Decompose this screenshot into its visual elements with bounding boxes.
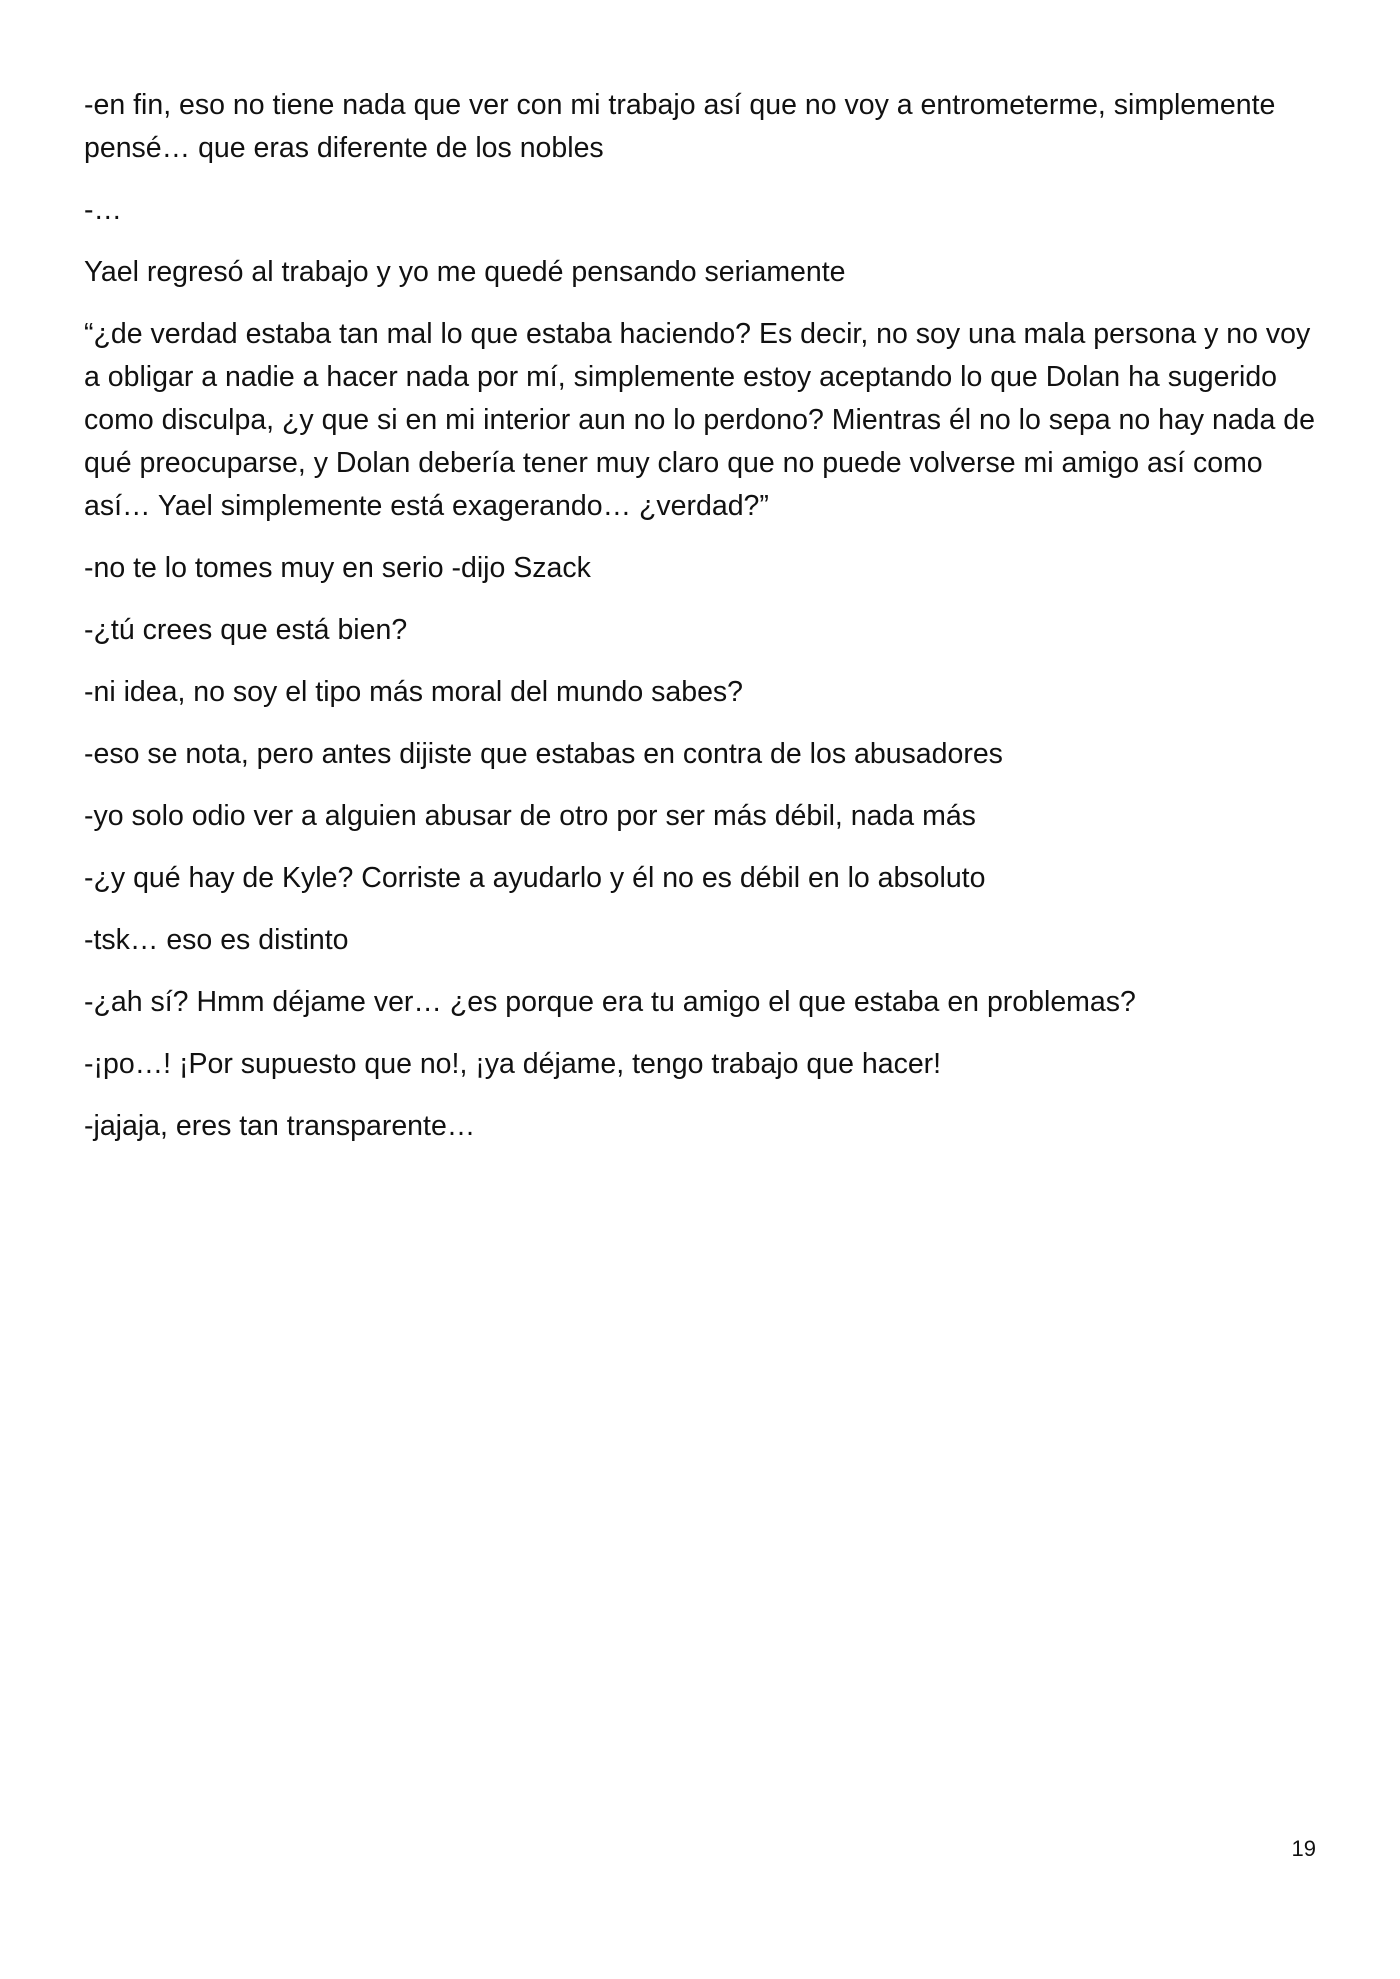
paragraph-3: Yael regresó al trabajo y yo me quedé pensando seriamente xyxy=(84,256,846,288)
paragraph-5: -no te lo tomes muy en serio -dijo Szack xyxy=(84,552,591,584)
paragraph-10: -¿y qué hay de Kyle? Corriste a ayudarlo y él no es débil en lo absoluto xyxy=(84,862,986,894)
paragraph-1: -en fin, eso no tiene nada que ver con mi trabajo así que no voy a entrometerme, simplemente pensé… que eras diferente de los nobles xyxy=(84,89,1284,164)
paragraph-7: -ni idea, no soy el tipo más moral del mundo sabes? xyxy=(84,676,744,708)
paragraph-2: -… xyxy=(84,194,122,226)
page-body xyxy=(84,84,1324,1167)
paragraph-11: -tsk… eso es distinto xyxy=(84,924,349,956)
paragraph-4: “¿de verdad estaba tan mal lo que estaba haciendo? Es decir, no soy una mala persona y no voy a obligar a nadie a hacer nada por mí, simplemente estoy aceptando lo que Dolan ha sugerido como disculpa, ¿y que si en mi interior aun no lo perdono? Mientras él no lo sepa no hay nada de qué preocuparse, y Dolan debería tener muy claro que no puede volverse mi amigo así como así… Yael simplemente está exagerando… ¿verdad?” xyxy=(84,318,1323,522)
page-number: 19 xyxy=(1291,1836,1316,1861)
paragraph-12: -¿ah sí? Hmm déjame ver… ¿es porque era tu amigo el que estaba en problemas? xyxy=(84,986,1136,1018)
paragraph-13: -¡po…! ¡Por supuesto que no!, ¡ya déjame, tengo trabajo que hacer! xyxy=(84,1048,942,1080)
paragraph-14: -jajaja, eres tan transparente… xyxy=(84,1110,476,1142)
paragraph-9: -yo solo odio ver a alguien abusar de otro por ser más débil, nada más xyxy=(84,800,976,832)
paragraph-8: -eso se nota, pero antes dijiste que estabas en contra de los abusadores xyxy=(84,738,1003,770)
paragraph-6: -¿tú crees que está bien? xyxy=(84,614,408,646)
